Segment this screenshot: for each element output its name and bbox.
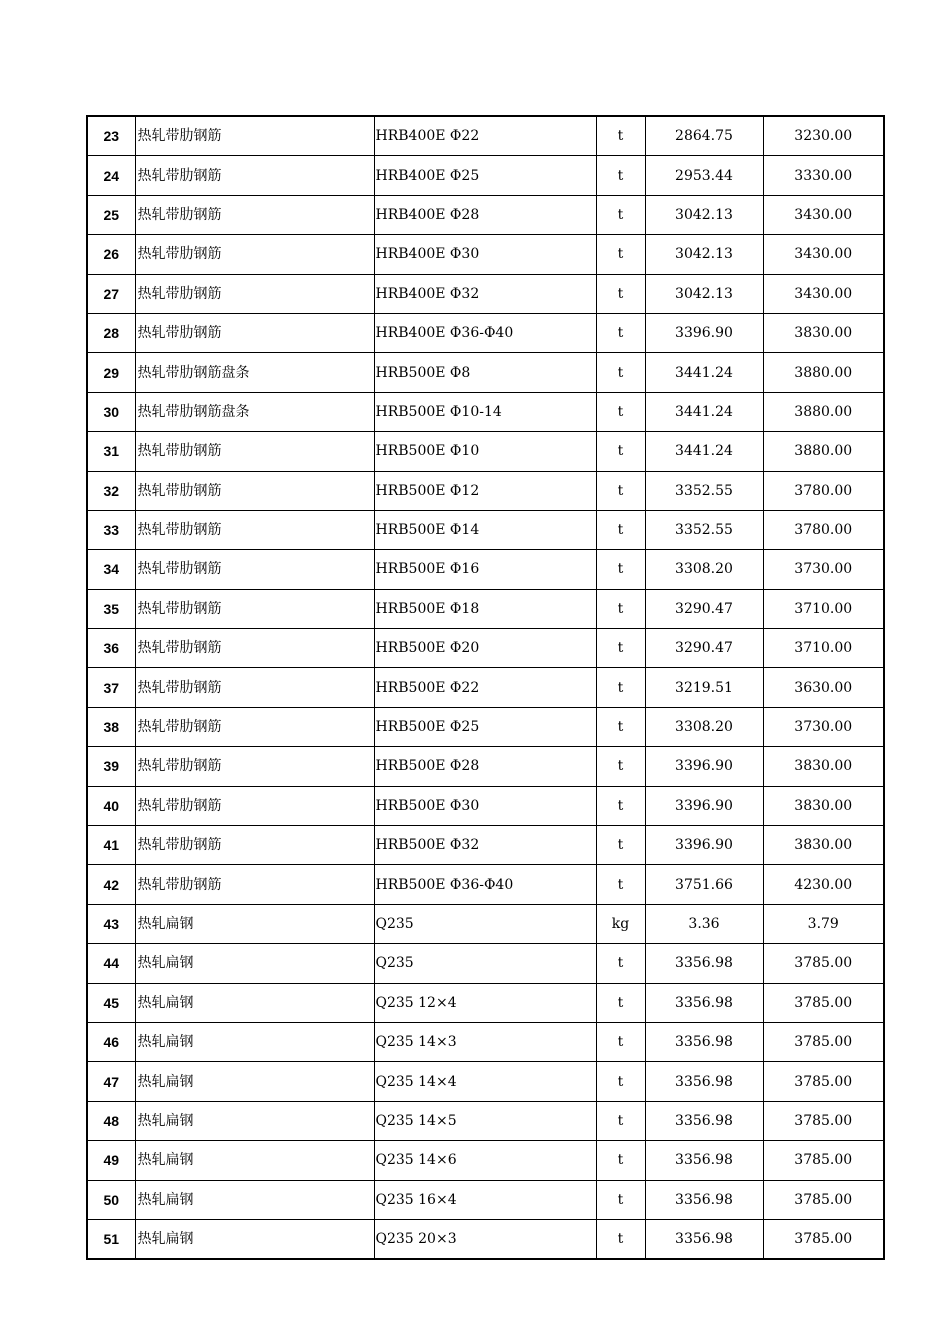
price-incl-tax-cell: 3710.00 bbox=[763, 629, 884, 668]
price-excl-tax-cell: 3441.24 bbox=[645, 392, 763, 431]
row-number-cell: 46 bbox=[87, 1022, 135, 1061]
row-number-cell: 32 bbox=[87, 471, 135, 510]
unit-cell: t bbox=[596, 116, 645, 156]
specification-cell: HRB500E Φ25 bbox=[374, 707, 596, 746]
unit-cell: t bbox=[596, 1062, 645, 1101]
row-number-cell: 38 bbox=[87, 707, 135, 746]
row-number-cell: 41 bbox=[87, 826, 135, 865]
specification-cell: Q235 12×4 bbox=[374, 983, 596, 1022]
unit-cell: t bbox=[596, 944, 645, 983]
unit-cell: t bbox=[596, 432, 645, 471]
price-incl-tax-cell: 3785.00 bbox=[763, 1180, 884, 1219]
specification-cell: HRB500E Φ20 bbox=[374, 629, 596, 668]
price-excl-tax-cell: 3356.98 bbox=[645, 1219, 763, 1259]
table-row bbox=[87, 274, 884, 313]
price-excl-tax-cell: 3042.13 bbox=[645, 195, 763, 234]
material-name-cell: 热轧带肋钢筋 bbox=[135, 274, 374, 313]
specification-cell: Q235 bbox=[374, 904, 596, 943]
price-excl-tax-cell: 3356.98 bbox=[645, 983, 763, 1022]
table-row bbox=[87, 589, 884, 628]
price-incl-tax-cell: 3785.00 bbox=[763, 983, 884, 1022]
specification-cell: Q235 16×4 bbox=[374, 1180, 596, 1219]
price-excl-tax-cell: 3308.20 bbox=[645, 550, 763, 589]
price-excl-tax-cell: 3356.98 bbox=[645, 944, 763, 983]
price-incl-tax-cell: 3430.00 bbox=[763, 274, 884, 313]
price-incl-tax-cell: 3830.00 bbox=[763, 826, 884, 865]
specification-cell: HRB500E Φ28 bbox=[374, 747, 596, 786]
material-name-cell: 热轧扁钢 bbox=[135, 904, 374, 943]
row-number-cell: 30 bbox=[87, 392, 135, 431]
price-incl-tax-cell: 3830.00 bbox=[763, 313, 884, 352]
price-excl-tax-cell: 3308.20 bbox=[645, 707, 763, 746]
unit-cell: t bbox=[596, 589, 645, 628]
row-number-cell: 35 bbox=[87, 589, 135, 628]
row-number-cell: 27 bbox=[87, 274, 135, 313]
unit-cell: t bbox=[596, 1180, 645, 1219]
unit-cell: t bbox=[596, 392, 645, 431]
price-incl-tax-cell: 3430.00 bbox=[763, 235, 884, 274]
price-excl-tax-cell: 3356.98 bbox=[645, 1101, 763, 1140]
table-row bbox=[87, 707, 884, 746]
material-name-cell: 热轧带肋钢筋 bbox=[135, 865, 374, 904]
specification-cell: Q235 bbox=[374, 944, 596, 983]
row-number-cell: 42 bbox=[87, 865, 135, 904]
price-incl-tax-cell: 3710.00 bbox=[763, 589, 884, 628]
unit-cell: kg bbox=[596, 904, 645, 943]
price-incl-tax-cell: 3785.00 bbox=[763, 1022, 884, 1061]
unit-cell: t bbox=[596, 353, 645, 392]
table-row bbox=[87, 1219, 884, 1259]
material-name-cell: 热轧扁钢 bbox=[135, 1101, 374, 1140]
price-incl-tax-cell: 3.79 bbox=[763, 904, 884, 943]
row-number-cell: 50 bbox=[87, 1180, 135, 1219]
price-incl-tax-cell: 3785.00 bbox=[763, 1101, 884, 1140]
price-incl-tax-cell: 3780.00 bbox=[763, 510, 884, 549]
specification-cell: HRB400E Φ28 bbox=[374, 195, 596, 234]
row-number-cell: 31 bbox=[87, 432, 135, 471]
price-excl-tax-cell: 3352.55 bbox=[645, 510, 763, 549]
specification-cell: HRB400E Φ32 bbox=[374, 274, 596, 313]
row-number-cell: 43 bbox=[87, 904, 135, 943]
price-incl-tax-cell: 3230.00 bbox=[763, 116, 884, 156]
specification-cell: HRB400E Φ36-Φ40 bbox=[374, 313, 596, 352]
price-incl-tax-cell: 3830.00 bbox=[763, 786, 884, 825]
unit-cell: t bbox=[596, 510, 645, 549]
material-name-cell: 热轧带肋钢筋 bbox=[135, 786, 374, 825]
unit-cell: t bbox=[596, 865, 645, 904]
unit-cell: t bbox=[596, 707, 645, 746]
specification-cell: HRB500E Φ12 bbox=[374, 471, 596, 510]
price-excl-tax-cell: 3751.66 bbox=[645, 865, 763, 904]
unit-cell: t bbox=[596, 1101, 645, 1140]
table-row bbox=[87, 629, 884, 668]
row-number-cell: 47 bbox=[87, 1062, 135, 1101]
unit-cell: t bbox=[596, 629, 645, 668]
price-excl-tax-cell: 3290.47 bbox=[645, 589, 763, 628]
price-incl-tax-cell: 3785.00 bbox=[763, 1219, 884, 1259]
unit-cell: t bbox=[596, 471, 645, 510]
specification-cell: Q235 14×4 bbox=[374, 1062, 596, 1101]
specification-cell: HRB500E Φ10-14 bbox=[374, 392, 596, 431]
row-number-cell: 29 bbox=[87, 353, 135, 392]
unit-cell: t bbox=[596, 668, 645, 707]
unit-cell: t bbox=[596, 1022, 645, 1061]
price-excl-tax-cell: 3396.90 bbox=[645, 313, 763, 352]
unit-cell: t bbox=[596, 195, 645, 234]
table-row bbox=[87, 235, 884, 274]
unit-cell: t bbox=[596, 156, 645, 195]
specification-cell: HRB500E Φ16 bbox=[374, 550, 596, 589]
row-number-cell: 37 bbox=[87, 668, 135, 707]
row-number-cell: 44 bbox=[87, 944, 135, 983]
unit-cell: t bbox=[596, 1141, 645, 1180]
row-number-cell: 26 bbox=[87, 235, 135, 274]
price-excl-tax-cell: 3396.90 bbox=[645, 786, 763, 825]
unit-cell: t bbox=[596, 550, 645, 589]
table-row bbox=[87, 865, 884, 904]
price-excl-tax-cell: 3441.24 bbox=[645, 353, 763, 392]
row-number-cell: 49 bbox=[87, 1141, 135, 1180]
material-name-cell: 热轧扁钢 bbox=[135, 1180, 374, 1219]
table-row bbox=[87, 983, 884, 1022]
specification-cell: HRB400E Φ25 bbox=[374, 156, 596, 195]
price-excl-tax-cell: 2864.75 bbox=[645, 116, 763, 156]
price-excl-tax-cell: 3356.98 bbox=[645, 1180, 763, 1219]
price-incl-tax-cell: 3830.00 bbox=[763, 747, 884, 786]
price-incl-tax-cell: 3880.00 bbox=[763, 432, 884, 471]
price-excl-tax-cell: 3356.98 bbox=[645, 1141, 763, 1180]
material-name-cell: 热轧带肋钢筋 bbox=[135, 668, 374, 707]
unit-cell: t bbox=[596, 747, 645, 786]
table-row bbox=[87, 1101, 884, 1140]
row-number-cell: 25 bbox=[87, 195, 135, 234]
specification-cell: Q235 14×6 bbox=[374, 1141, 596, 1180]
price-excl-tax-cell: 2953.44 bbox=[645, 156, 763, 195]
specification-cell: HRB500E Φ10 bbox=[374, 432, 596, 471]
material-name-cell: 热轧带肋钢筋 bbox=[135, 510, 374, 549]
specification-cell: HRB400E Φ22 bbox=[374, 116, 596, 156]
price-excl-tax-cell: 3352.55 bbox=[645, 471, 763, 510]
price-incl-tax-cell: 3785.00 bbox=[763, 944, 884, 983]
price-excl-tax-cell: 3356.98 bbox=[645, 1022, 763, 1061]
row-number-cell: 23 bbox=[87, 116, 135, 156]
material-name-cell: 热轧扁钢 bbox=[135, 1219, 374, 1259]
table-row bbox=[87, 904, 884, 943]
price-incl-tax-cell: 3785.00 bbox=[763, 1141, 884, 1180]
row-number-cell: 40 bbox=[87, 786, 135, 825]
price-excl-tax-cell: 3219.51 bbox=[645, 668, 763, 707]
unit-cell: t bbox=[596, 1219, 645, 1259]
price-incl-tax-cell: 3880.00 bbox=[763, 392, 884, 431]
material-name-cell: 热轧扁钢 bbox=[135, 1062, 374, 1101]
material-name-cell: 热轧带肋钢筋 bbox=[135, 826, 374, 865]
price-incl-tax-cell: 3330.00 bbox=[763, 156, 884, 195]
material-name-cell: 热轧带肋钢筋 bbox=[135, 235, 374, 274]
table-body bbox=[87, 116, 884, 1259]
price-excl-tax-cell: 3042.13 bbox=[645, 235, 763, 274]
price-incl-tax-cell: 3630.00 bbox=[763, 668, 884, 707]
specification-cell: Q235 20×3 bbox=[374, 1219, 596, 1259]
row-number-cell: 45 bbox=[87, 983, 135, 1022]
price-excl-tax-cell: 3441.24 bbox=[645, 432, 763, 471]
price-incl-tax-cell: 3730.00 bbox=[763, 707, 884, 746]
unit-cell: t bbox=[596, 235, 645, 274]
unit-cell: t bbox=[596, 826, 645, 865]
row-number-cell: 34 bbox=[87, 550, 135, 589]
table-row bbox=[87, 313, 884, 352]
material-name-cell: 热轧带肋钢筋 bbox=[135, 589, 374, 628]
table-row bbox=[87, 510, 884, 549]
material-name-cell: 热轧带肋钢筋 bbox=[135, 195, 374, 234]
specification-cell: HRB500E Φ22 bbox=[374, 668, 596, 707]
specification-cell: Q235 14×3 bbox=[374, 1022, 596, 1061]
row-number-cell: 51 bbox=[87, 1219, 135, 1259]
material-name-cell: 热轧扁钢 bbox=[135, 983, 374, 1022]
price-excl-tax-cell: 3.36 bbox=[645, 904, 763, 943]
material-name-cell: 热轧扁钢 bbox=[135, 1022, 374, 1061]
row-number-cell: 33 bbox=[87, 510, 135, 549]
price-excl-tax-cell: 3290.47 bbox=[645, 629, 763, 668]
material-name-cell: 热轧扁钢 bbox=[135, 1141, 374, 1180]
specification-cell: HRB500E Φ30 bbox=[374, 786, 596, 825]
table-row bbox=[87, 668, 884, 707]
material-name-cell: 热轧带肋钢筋 bbox=[135, 313, 374, 352]
price-excl-tax-cell: 3356.98 bbox=[645, 1062, 763, 1101]
table-row bbox=[87, 786, 884, 825]
material-name-cell: 热轧带肋钢筋 bbox=[135, 747, 374, 786]
price-incl-tax-cell: 3780.00 bbox=[763, 471, 884, 510]
specification-cell: HRB500E Φ32 bbox=[374, 826, 596, 865]
material-name-cell: 热轧带肋钢筋 bbox=[135, 432, 374, 471]
specification-cell: HRB500E Φ36-Φ40 bbox=[374, 865, 596, 904]
table-row bbox=[87, 156, 884, 195]
row-number-cell: 24 bbox=[87, 156, 135, 195]
specification-cell: HRB500E Φ14 bbox=[374, 510, 596, 549]
row-number-cell: 48 bbox=[87, 1101, 135, 1140]
table-row bbox=[87, 353, 884, 392]
table-row bbox=[87, 432, 884, 471]
price-excl-tax-cell: 3396.90 bbox=[645, 826, 763, 865]
price-incl-tax-cell: 3880.00 bbox=[763, 353, 884, 392]
price-incl-tax-cell: 3785.00 bbox=[763, 1062, 884, 1101]
specification-cell: HRB500E Φ8 bbox=[374, 353, 596, 392]
material-name-cell: 热轧带肋钢筋 bbox=[135, 629, 374, 668]
specification-cell: HRB500E Φ18 bbox=[374, 589, 596, 628]
material-name-cell: 热轧带肋钢筋 bbox=[135, 707, 374, 746]
table-row bbox=[87, 392, 884, 431]
material-name-cell: 热轧带肋钢筋 bbox=[135, 116, 374, 156]
table-row bbox=[87, 826, 884, 865]
row-number-cell: 36 bbox=[87, 629, 135, 668]
material-name-cell: 热轧带肋钢筋 bbox=[135, 156, 374, 195]
price-excl-tax-cell: 3042.13 bbox=[645, 274, 763, 313]
table-row bbox=[87, 195, 884, 234]
row-number-cell: 39 bbox=[87, 747, 135, 786]
table-row bbox=[87, 471, 884, 510]
table-row bbox=[87, 1022, 884, 1061]
price-incl-tax-cell: 3730.00 bbox=[763, 550, 884, 589]
price-incl-tax-cell: 3430.00 bbox=[763, 195, 884, 234]
price-incl-tax-cell: 4230.00 bbox=[763, 865, 884, 904]
specification-cell: HRB400E Φ30 bbox=[374, 235, 596, 274]
material-name-cell: 热轧带肋钢筋盘条 bbox=[135, 353, 374, 392]
specification-cell: Q235 14×5 bbox=[374, 1101, 596, 1140]
price-table bbox=[86, 115, 885, 1260]
table-row bbox=[87, 944, 884, 983]
unit-cell: t bbox=[596, 786, 645, 825]
table-row bbox=[87, 1180, 884, 1219]
material-name-cell: 热轧带肋钢筋盘条 bbox=[135, 392, 374, 431]
price-excl-tax-cell: 3396.90 bbox=[645, 747, 763, 786]
material-name-cell: 热轧带肋钢筋 bbox=[135, 471, 374, 510]
table-row bbox=[87, 747, 884, 786]
row-number-cell: 28 bbox=[87, 313, 135, 352]
table-row bbox=[87, 550, 884, 589]
unit-cell: t bbox=[596, 274, 645, 313]
table-row bbox=[87, 1062, 884, 1101]
table-row bbox=[87, 116, 884, 156]
material-name-cell: 热轧带肋钢筋 bbox=[135, 550, 374, 589]
unit-cell: t bbox=[596, 313, 645, 352]
unit-cell: t bbox=[596, 983, 645, 1022]
material-name-cell: 热轧扁钢 bbox=[135, 944, 374, 983]
table-row bbox=[87, 1141, 884, 1180]
